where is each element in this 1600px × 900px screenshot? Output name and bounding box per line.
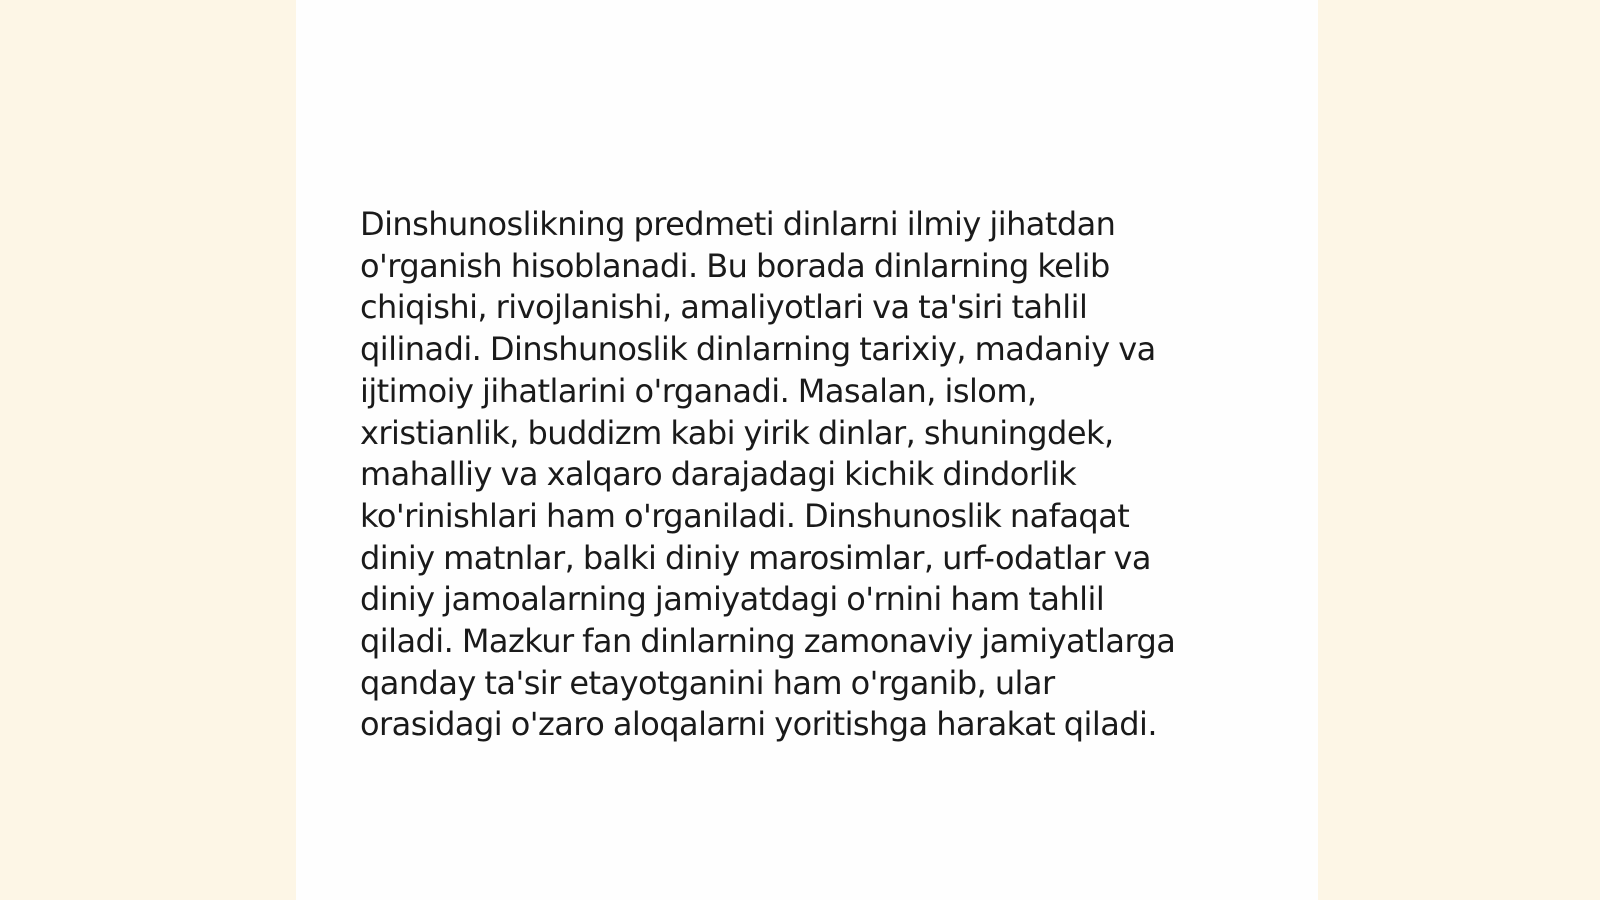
slide-page: [296, 0, 1318, 900]
body-paragraph: Dinshunoslikning predmeti dinlarni ilmiy jihatdan o'rganish hisoblanadi. Bu borada dinlarning kelib chiqishi, rivojlanishi, amaliyotlari va ta'siri tahlil qilinadi. Dinshunoslik dinlarning tarixiy, madaniy va ijtimoiy jihatlarini o'rganadi. Masalan, islom, xristianlik, buddizm kabi yirik dinlar, shuningdek, mahalliy va xalqaro darajadagi kichik dindorlik ko'rinishlari ham o'rganiladi. Dinshunoslik nafaqat diniy matnlar, balki diniy marosimlar, urf-odatlar va diniy jamoalarning jamiyatdagi o'rnini ham tahlil qiladi. Mazkur fan dinlarning zamonaviy jamiyatlarga qanday ta'sir etayotganini ham o'rganib, ular orasidagi o'zaro aloqalarni yoritishga harakat qiladi.: [360, 205, 1176, 744]
